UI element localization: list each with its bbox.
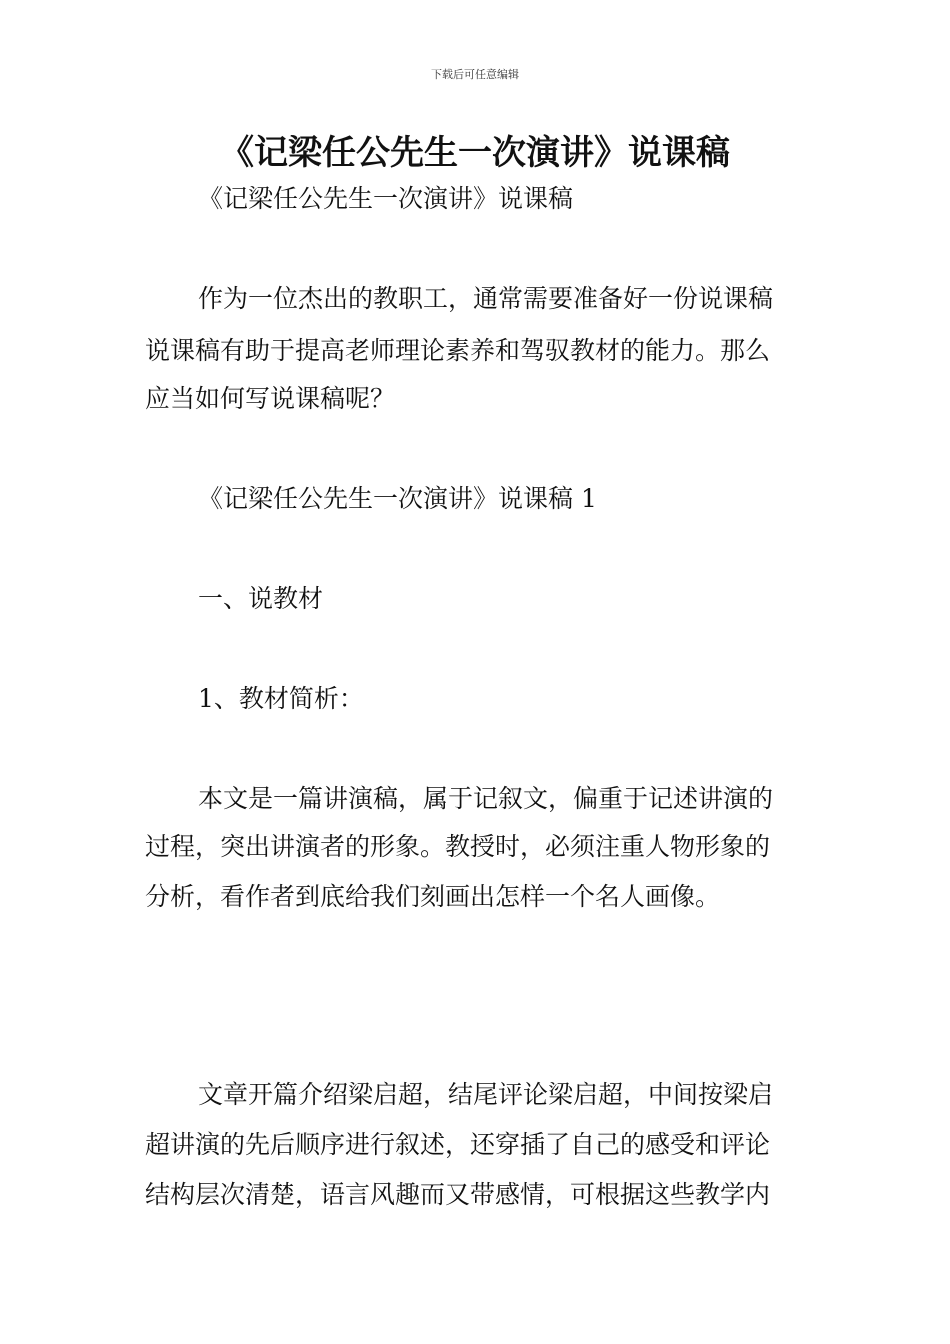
subtitle: 《记梁任公先生一次演讲》说课稿 [198,184,574,213]
para2-line-1: 文章开篇介绍梁启超，结尾评论梁启超，中间按梁启 [198,1080,774,1109]
para1-line-1: 本文是一篇讲演稿，属于记叙文，偏重于记述讲演的 [198,784,774,813]
para2-line-3: 结构层次清楚，语言风趣而又带感情，可根据这些教学内 [145,1180,771,1209]
para2-line-2: 超讲演的先后顺序进行叙述，还穿插了自己的感受和评论 [145,1130,771,1159]
para1-line-2: 过程，突出讲演者的形象。教授时，必须注重人物形象的 [145,832,771,861]
section-title: 《记梁任公先生一次演讲》说课稿 1 [198,484,597,513]
heading-material-analysis: 1、教材简析： [198,684,364,713]
heading-teaching-material: 一、说教材 [198,584,324,613]
header-note: 下载后可任意编辑 [431,68,519,81]
intro-line-3: 应当如何写说课稿呢？ [145,384,396,413]
page-title: 《记梁任公先生一次演讲》说课稿 [220,133,730,173]
intro-line-1: 作为一位杰出的教职工，通常需要准备好一份说课稿 [198,284,774,313]
para1-line-3: 分析，看作者到底给我们刻画出怎样一个名人画像。 [145,882,721,911]
intro-line-2: 说课稿有助于提高老师理论素养和驾驭教材的能力。那么 [145,336,771,365]
